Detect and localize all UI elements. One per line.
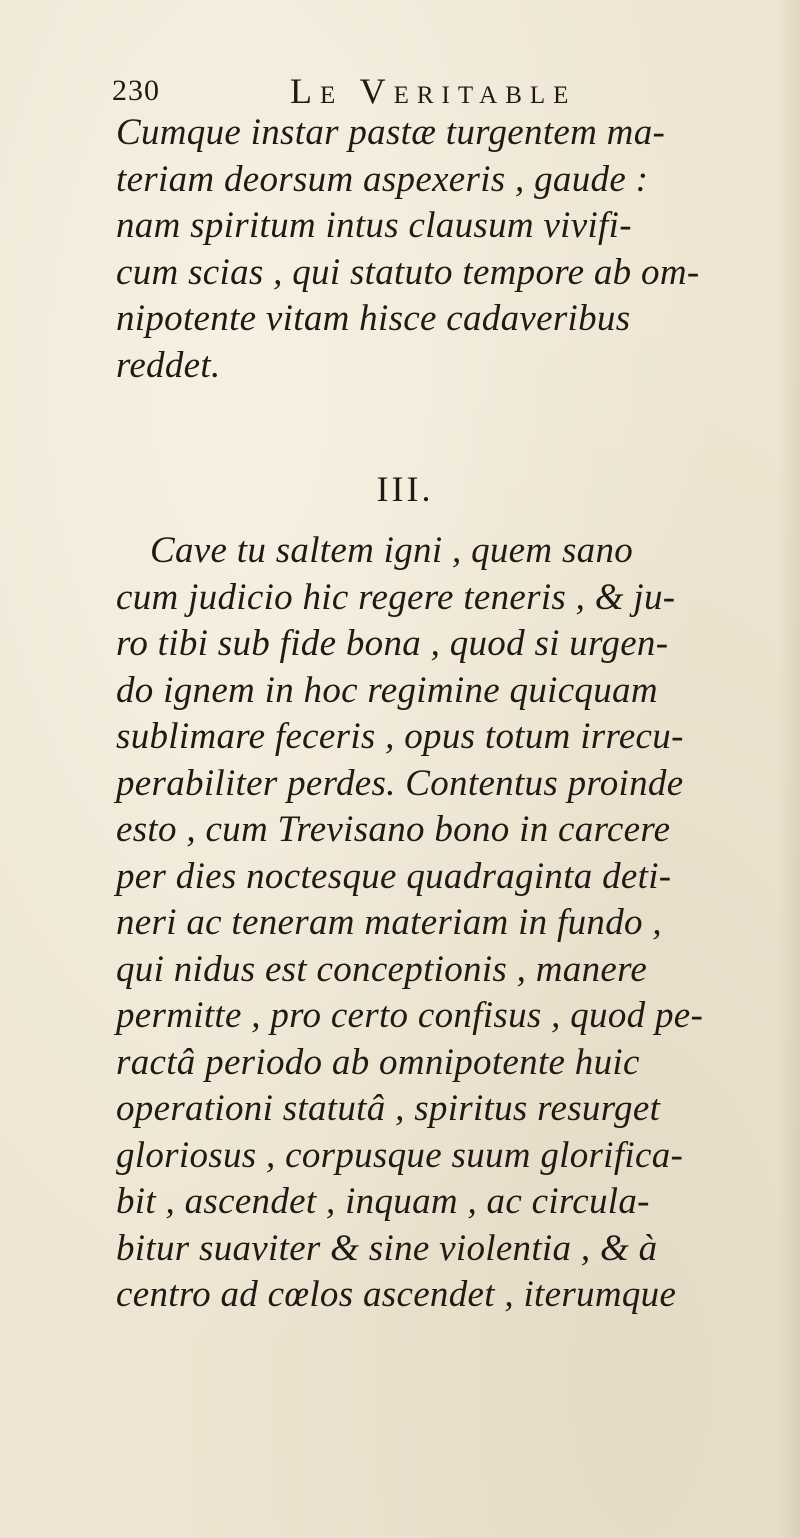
paragraph-1 [116, 110, 786, 389]
section-numeral: III. [376, 469, 434, 509]
text-line: nipotente vitam hisce cadaveribus [116, 298, 631, 339]
text-line: neri ac teneram materiam in fundo , [116, 902, 662, 943]
text-line: bitur suaviter & sine violentia , & à [116, 1227, 658, 1269]
paragraph-2 [116, 528, 786, 1319]
text-line: reddet. [116, 344, 221, 386]
text-line: per dies noctesque quadraginta deti- [116, 855, 672, 897]
page-number: 230 [112, 74, 160, 107]
text-line: teriam deorsum aspexeris , gaude : [116, 158, 649, 200]
text-line: centro ad cœlos ascendet , iterumque [116, 1274, 677, 1315]
text-line: Cumque instar pastæ turgentem ma- [116, 112, 666, 153]
text-line: perabiliter perdes. Contentus proinde [116, 762, 684, 804]
text-line: cum scias , qui statuto tempore ab om- [116, 251, 700, 293]
running-head [112, 71, 672, 114]
text-line: operationi statutâ , spiritus resurget [116, 1088, 661, 1129]
text-line: gloriosus , corpusque suum glorifica- [116, 1134, 684, 1176]
text-line: Cave tu saltem igni , quem sano [150, 530, 634, 571]
text-line: nam spiritum intus clausum vivifi- [116, 205, 632, 246]
text-line: sublimare feceris , opus totum irrecu- [116, 716, 684, 757]
running-head-title: Le Veritable [290, 71, 577, 111]
text-line: ro tibi sub fide bona , quod si urgen- [116, 623, 669, 664]
text-line: cum judicio hic regere teneris , & ju- [116, 576, 676, 618]
text-line: bit , ascendet , inquam , ac circula- [116, 1181, 650, 1222]
text-line: permitte , pro certo confisus , quod pe- [116, 995, 704, 1036]
text-line: esto , cum Trevisano bono in carcere [116, 809, 671, 850]
text-line: ractâ periodo ab omnipotente huic [116, 1041, 640, 1083]
text-line: qui nidus est conceptionis , manere [116, 948, 648, 990]
text-line: do ignem in hoc regimine quicquam [116, 669, 658, 711]
